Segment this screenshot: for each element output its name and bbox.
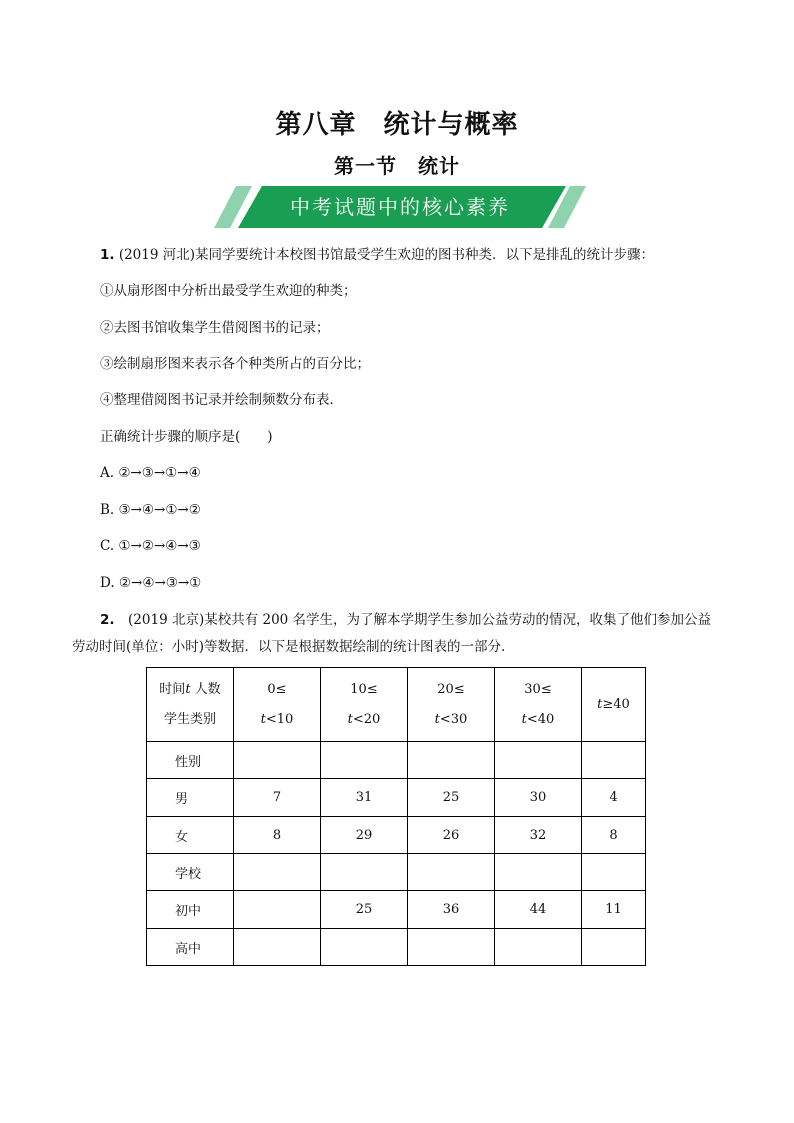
table-cell	[495, 742, 582, 779]
table-cell	[234, 742, 321, 779]
table-cell	[321, 854, 408, 891]
q1-step-2: ②去图书馆收集学生借阅图书的记录；	[100, 320, 330, 336]
table-cell: 29	[321, 817, 408, 854]
section-title: 第一节 统计	[334, 154, 460, 178]
table-cell	[234, 854, 321, 891]
corner-bottom-label: 学生类别	[163, 711, 216, 727]
q1-option-b: B. ③→④→①→②	[100, 502, 201, 518]
table-row-female	[147, 817, 646, 854]
q1-number: 1.	[100, 247, 115, 263]
column-header-10-20: 10≤ t<20	[321, 668, 408, 742]
table-cell	[582, 742, 646, 779]
table-cell: 44	[495, 891, 582, 929]
labor-hours-table	[146, 667, 646, 966]
table-cell: 8	[234, 817, 321, 854]
column-header-40-plus: t≥40	[582, 668, 646, 742]
table-cell	[495, 854, 582, 891]
table-cell: 30	[495, 779, 582, 817]
table-cell: 25	[321, 891, 408, 929]
table-row-male	[147, 779, 646, 817]
q1-option-d: D. ②→④→③→①	[100, 575, 202, 591]
q2-stem-line2: 劳动时间(单位：小时)等数据．以下是根据数据绘制的统计图表的一部分.	[72, 639, 506, 655]
table-header-row	[147, 668, 646, 742]
column-header-20-30: 20≤ t<30	[408, 668, 495, 742]
table-row-senior-high	[147, 929, 646, 966]
row-label: 女	[147, 817, 234, 854]
table-cell: 8	[582, 817, 646, 854]
q1-step-4: ④整理借阅图书记录并绘制频数分布表．	[100, 392, 343, 408]
q2-stem-line1	[100, 610, 711, 630]
table-cell	[321, 929, 408, 966]
q2-number: 2.	[100, 612, 115, 628]
q1-option-a: A. ②→③→①→④	[100, 465, 201, 481]
table-row-junior-high	[147, 891, 646, 929]
table-cell	[408, 929, 495, 966]
q1-stem	[100, 245, 654, 265]
q1-step-3: ③绘制扇形图来表示各个种类所占的百分比；	[100, 356, 370, 372]
row-label: 男	[147, 779, 234, 817]
column-header-0-10: 0≤ t<10	[234, 668, 321, 742]
table-cell	[582, 929, 646, 966]
q1-question: 正确统计步骤的顺序是( )	[100, 429, 273, 445]
row-label: 高中	[147, 929, 234, 966]
row-label: 初中	[147, 891, 234, 929]
q1-option-c: C. ①→②→④→③	[100, 538, 201, 554]
q1-stem-text: (2019 河北)某同学要统计本校图书馆最受学生欢迎的图书种类．以下是排乱的统计步骤：	[114, 247, 655, 263]
table-cell: 36	[408, 891, 495, 929]
table-cell: 26	[408, 817, 495, 854]
table-cell	[234, 891, 321, 929]
row-label: 学校	[147, 854, 234, 891]
q2-stem-text: (2019 北京)某校共有 200 名学生，为了解本学期学生参加公益劳动的情况，收集了他们参加公益	[114, 612, 712, 628]
column-header-30-40: 30≤ t<40	[495, 668, 582, 742]
row-label: 性别	[147, 742, 234, 779]
chapter-title: 第八章 统计与概率	[275, 110, 519, 140]
table-cell: 11	[582, 891, 646, 929]
table-cell	[582, 854, 646, 891]
table-cell	[234, 929, 321, 966]
q1-step-1: ①从扇形图中分析出最受学生欢迎的种类；	[100, 283, 357, 299]
table-corner-cell	[147, 668, 234, 742]
table-cell	[408, 742, 495, 779]
table-cell	[408, 854, 495, 891]
table-cell: 25	[408, 779, 495, 817]
core-literacy-banner	[214, 186, 586, 228]
banner-text: 中考试题中的核心素养	[290, 195, 510, 219]
table-cell: 31	[321, 779, 408, 817]
table-row-gender	[147, 742, 646, 779]
table-cell: 7	[234, 779, 321, 817]
corner-top-label: 时间t 人数	[159, 681, 221, 697]
table-row-school	[147, 854, 646, 891]
table-cell	[321, 742, 408, 779]
table-cell: 32	[495, 817, 582, 854]
table-cell: 4	[582, 779, 646, 817]
table-cell	[495, 929, 582, 966]
